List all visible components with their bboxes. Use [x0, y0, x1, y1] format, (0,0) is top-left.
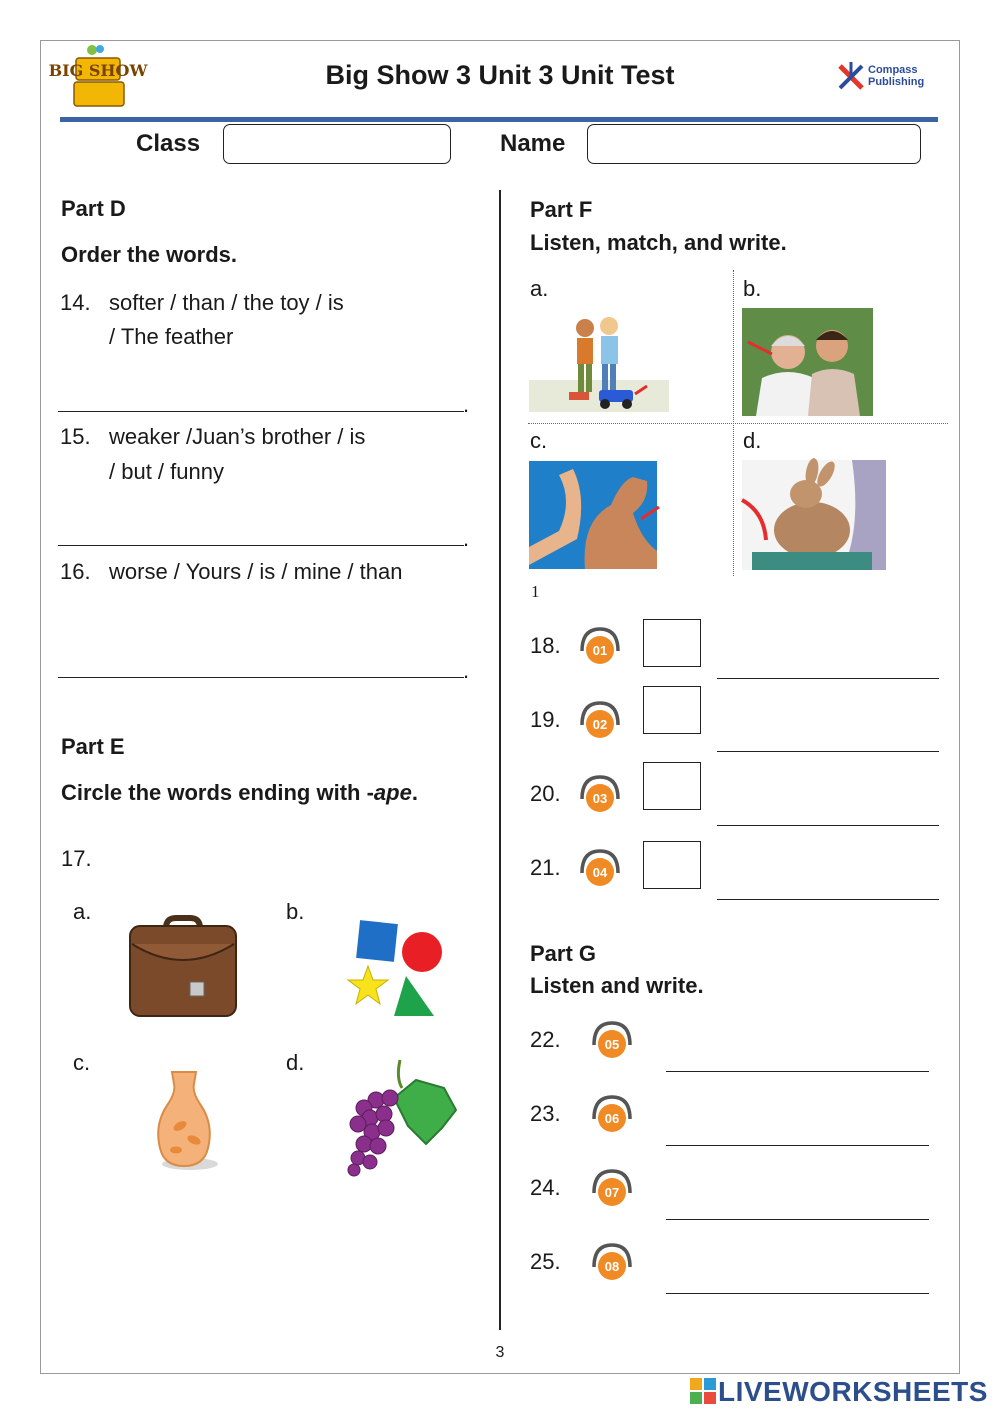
compass-logo — [836, 62, 936, 92]
item-16-number: 16. — [60, 559, 91, 584]
compass-star-icon — [836, 62, 866, 92]
item-17-number: 17. — [61, 846, 92, 871]
svg-text:01: 01 — [592, 643, 608, 658]
answer-line[interactable] — [666, 1145, 929, 1146]
item-22-number: 22. — [530, 1027, 561, 1052]
part-f-note: 1 — [531, 582, 540, 601]
headphone-icon[interactable] — [590, 1167, 634, 1211]
item-15-words-1: weaker /Juan’s brother / is — [109, 424, 366, 449]
part-f-instruction: Listen, match, and write. — [530, 230, 787, 255]
item-15-number: 15. — [60, 424, 91, 449]
svg-text:04: 04 — [592, 865, 608, 880]
headphone-icon[interactable] — [578, 773, 622, 817]
picture-grid-hline — [528, 423, 948, 424]
answer-line[interactable] — [717, 678, 939, 679]
letter-answer-box[interactable] — [643, 762, 701, 810]
headphone-icon[interactable] — [590, 1019, 634, 1063]
letter-answer-box[interactable] — [643, 841, 701, 889]
item-19-number: 19. — [530, 707, 561, 732]
name-field[interactable] — [587, 124, 921, 164]
item-25-number: 25. — [530, 1249, 561, 1274]
part-e-instruction — [61, 780, 418, 806]
publisher-line2: Publishing — [868, 76, 925, 88]
svg-text:05: 05 — [604, 1037, 620, 1052]
answer-line[interactable] — [717, 825, 939, 826]
item-14-period: . — [463, 392, 470, 417]
picture-b-letter: b. — [743, 276, 762, 301]
letter-answer-box[interactable] — [643, 686, 701, 734]
header-rule — [60, 117, 938, 122]
picture-c-letter: c. — [530, 428, 548, 453]
boys-remote-car-picture — [529, 316, 669, 412]
item-20-number: 20. — [530, 781, 561, 806]
item-14-number: 14. — [60, 290, 91, 315]
letter-answer-box[interactable] — [643, 619, 701, 667]
father-and-son-picture — [742, 308, 873, 416]
headphone-icon[interactable] — [590, 1093, 634, 1137]
liveworksheets-logo[interactable] — [690, 1376, 990, 1408]
part-e-heading: Part E — [61, 734, 125, 759]
svg-text:07: 07 — [604, 1185, 620, 1200]
column-divider — [499, 190, 501, 1330]
item-14-words-2: / The feather — [109, 324, 234, 349]
item-24-number: 24. — [530, 1175, 561, 1200]
publisher-line1: Compass — [868, 64, 918, 76]
headphone-icon[interactable] — [578, 625, 622, 669]
svg-text:06: 06 — [604, 1111, 620, 1126]
svg-text:02: 02 — [592, 717, 608, 732]
logo-text-1: BIG SHOW — [48, 61, 148, 80]
page-title: Big Show 3 Unit 3 Unit Test — [325, 60, 675, 90]
headphone-icon[interactable] — [578, 847, 622, 891]
arm-muscles-picture — [529, 461, 657, 569]
picture-d-letter: d. — [743, 428, 762, 453]
part-f-heading: Part F — [530, 197, 593, 222]
part-d-instruction: Order the words. — [61, 242, 238, 267]
item-18-number: 18. — [530, 633, 561, 658]
answer-line[interactable] — [666, 1219, 929, 1220]
svg-text:08: 08 — [604, 1259, 620, 1274]
item-14-words-1: softer / than / the toy / is — [109, 290, 344, 315]
item-16-period: . — [463, 658, 470, 683]
briefcase-picture[interactable] — [126, 914, 240, 1020]
part-e-instruction-post: . — [411, 780, 418, 805]
class-label: Class — [136, 130, 201, 157]
answer-line[interactable] — [666, 1293, 929, 1294]
headphone-icon[interactable] — [590, 1241, 634, 1285]
item-15-period: . — [463, 526, 470, 551]
item-21-number: 21. — [530, 855, 561, 880]
item-23-number: 23. — [530, 1101, 561, 1126]
rabbit-vet-picture — [742, 460, 886, 570]
item-15-words-2: / but / funny — [109, 459, 224, 484]
part-g-instruction: Listen and write. — [530, 973, 704, 998]
part-e-instruction-pre: Circle the words ending with - — [61, 780, 374, 805]
part-g-heading: Part G — [530, 941, 597, 966]
option-c-letter: c. — [73, 1050, 91, 1075]
svg-text:03: 03 — [592, 791, 608, 806]
page-number: 3 — [495, 1344, 505, 1361]
liveworksheets-text: LIVEWORKSHEETS — [718, 1376, 988, 1407]
item-14-answer-line[interactable] — [58, 411, 464, 412]
liveworksheets-icon — [690, 1378, 718, 1406]
name-label: Name — [500, 130, 566, 157]
part-e-instruction-em: ape — [373, 780, 412, 805]
picture-a-letter: a. — [530, 276, 549, 301]
class-field[interactable] — [223, 124, 451, 164]
grapes-picture[interactable] — [346, 1058, 460, 1178]
part-d-heading: Part D — [61, 196, 126, 221]
shapes-picture[interactable] — [346, 920, 446, 1020]
headphone-icon[interactable] — [578, 699, 622, 743]
option-d-letter: d. — [286, 1050, 305, 1075]
answer-line[interactable] — [666, 1071, 929, 1072]
item-16-answer-line[interactable] — [58, 677, 464, 678]
option-a-letter: a. — [73, 899, 92, 924]
answer-line[interactable] — [717, 751, 939, 752]
item-15-answer-line[interactable] — [58, 545, 464, 546]
vase-picture[interactable] — [150, 1068, 222, 1172]
item-16-words-1: worse / Yours / is / mine / than — [109, 559, 403, 584]
answer-line[interactable] — [717, 899, 939, 900]
option-b-letter: b. — [286, 899, 305, 924]
